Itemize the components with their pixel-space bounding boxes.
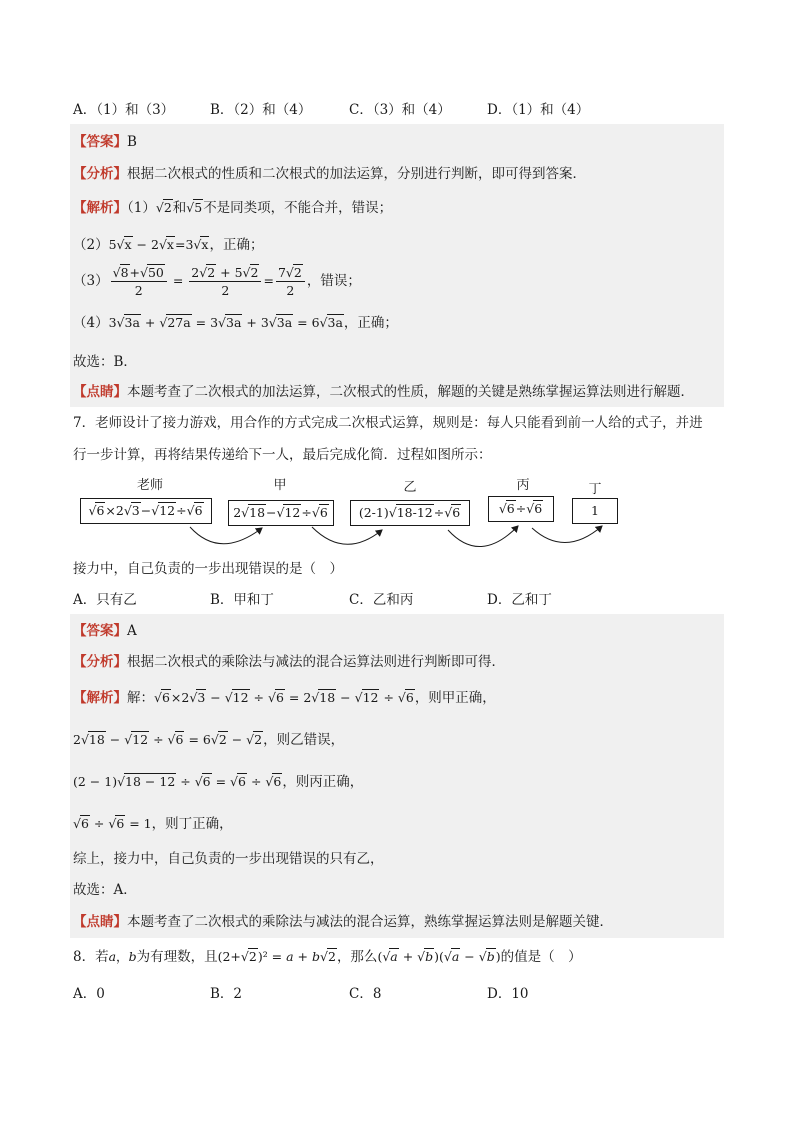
q7-stem-line-2: 行一步计算，再将结果传递给下一人，最后完成化简．过程如图所示： [73, 447, 492, 463]
q8-options [73, 984, 633, 1004]
box-teacher: √6×2√3−√12÷√6 [80, 498, 212, 524]
q7-option-c: C．乙和丙 [349, 592, 414, 608]
q7-stem-line-1: 7．老师设计了接力游戏，用合作的方式完成二次根式运算，规则是：每人只能看到前一人给的式子，并进 [73, 415, 703, 431]
q7-analysis: 【分析】根据二次根式的乘除法与减法的混合运算法则进行判断即可得． [73, 654, 505, 670]
arrow-teacher-to-jia [190, 527, 262, 544]
label-ding: 丁 [588, 482, 602, 497]
q7-option-a: A．只有乙 [73, 592, 137, 608]
q7-option-b: B．甲和丁 [210, 592, 274, 608]
q7-question: 接力中，自己负责的一步出现错误的是（ ） [73, 561, 343, 577]
q7-options [73, 590, 633, 610]
label-bing: 丙 [516, 478, 530, 493]
q7-answer: 【答案】A [73, 623, 137, 639]
box-jia: 2√18−√12÷√6 [228, 500, 334, 526]
q6-solution-step-4: （4）3√3a + √27a = 3√3a + 3√3a = 6√3a，正确； [73, 315, 398, 331]
q6-solution-step-3: （3） $\frac{√8+√50}{2}$ = $\frac{2√2 + 5√2}{2}$ = $\frac{7√2}{2}$ ，错误； [73, 265, 361, 298]
box-bing: √6÷√6 [488, 496, 554, 522]
q7-solution-step-2: 2√18 − √12 ÷ √6 = 6√2 − √2，则乙错误， [73, 732, 345, 748]
q8-option-a: A．0 [73, 986, 105, 1002]
label-teacher: 老师 [136, 478, 163, 493]
q6-option-b: B．（2）和（4） [210, 102, 312, 118]
q7-choice: 故选：A． [73, 882, 137, 898]
q6-option-a: A．（1）和（3） [73, 102, 175, 118]
box-yi: (2-1)√18-12÷√6 [350, 500, 470, 526]
q6-comment: 【点睛】本题考查了二次根式的加法运算，二次根式的性质，解题的关键是熟练掌握运算法则进行解题． [73, 384, 694, 400]
q7-comment: 【点睛】本题考查了二次根式的乘除法与减法的混合运算，熟练掌握运算法则是解题关键． [73, 914, 613, 930]
arrow-bing-to-ding [532, 526, 602, 543]
q7-solution-step-4: √6 ÷ √6 = 1，则丁正确， [73, 816, 233, 832]
q6-solution-step-2: （2）5√x − 2√x=3√x，正确； [73, 237, 264, 253]
q8-option-c: C．8 [349, 986, 382, 1002]
q8-stem: 8．若a，b为有理数，且(2+√2)² = a + b√2，那么(√a + √b)(√a − √b)的值是（ ） [73, 949, 582, 965]
q7-option-d: D．乙和丁 [487, 592, 552, 608]
q7-solution-step-1: 【解析】解：√6×2√3 − √12 ÷ √6 = 2√18 − √12 ÷ √6，则甲正确， [73, 690, 496, 706]
q6-solution-step-1: 【解析】（1）√2和√5不是同类项，不能合并，错误； [73, 200, 393, 216]
box-ding: 1 [572, 498, 618, 524]
q7-summary: 综上，接力中，自己负责的一步出现错误的只有乙， [73, 851, 384, 867]
arrow-jia-to-yi [312, 527, 382, 544]
q7-solution-step-3: (2 − 1)√18 − 12 ÷ √6 = √6 ÷ √6，则丙正确， [73, 774, 364, 790]
q6-answer: 【答案】B [73, 134, 137, 150]
q8-option-b: B．2 [210, 986, 243, 1002]
arrow-yi-to-bing [448, 526, 518, 547]
q8-option-d: D．10 [487, 986, 529, 1002]
label-yi: 乙 [403, 480, 417, 495]
q6-option-c: C．（3）和（4） [349, 102, 451, 118]
q6-choice: 故选：B． [73, 354, 137, 370]
label-jia: 甲 [273, 478, 287, 493]
q6-analysis: 【分析】根据二次根式的性质和二次根式的加法运算，分别进行判断，即可得到答案． [73, 166, 586, 182]
q6-option-d: D．（1）和（4） [487, 102, 590, 118]
